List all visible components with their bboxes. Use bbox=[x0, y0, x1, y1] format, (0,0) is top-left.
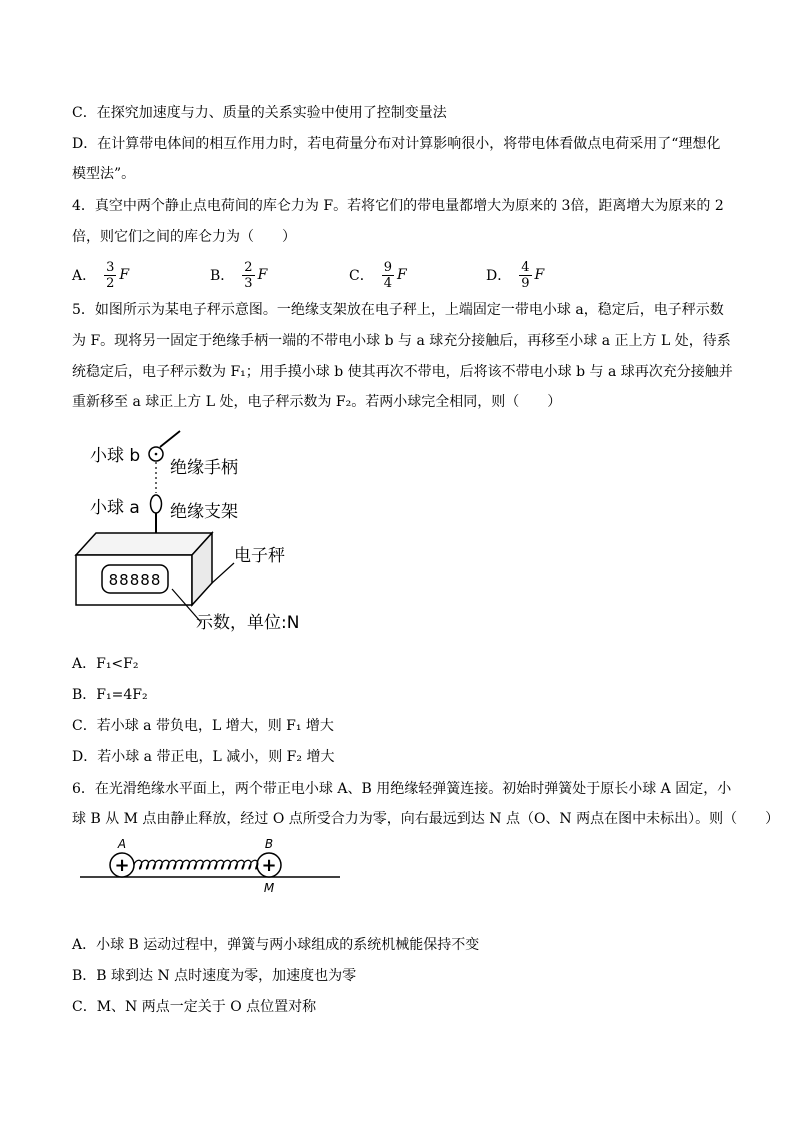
q4-option-b-label: B． bbox=[210, 268, 235, 284]
spring-balls-figure bbox=[72, 836, 352, 896]
ball-b-label: 小球 b bbox=[90, 446, 141, 466]
q4-option-c-numerator: 9 bbox=[383, 259, 392, 275]
scale-label: 电子秤 bbox=[234, 546, 285, 566]
scale-pointer-line bbox=[212, 563, 234, 583]
q3-option-c: C．在探究加速度与力、质量的关系实验中使用了控制变量法 bbox=[72, 105, 447, 121]
ball-a bbox=[151, 495, 162, 513]
q4-option-c-fraction bbox=[382, 260, 394, 291]
ball-b-sign: + bbox=[261, 855, 277, 876]
q5-stem-line3: 统稳定后，电子秤示数为 F₁；用手摸小球 b 使其再次不带电，后将该不带电小球 b 与 a 球再次充分接触并 bbox=[72, 364, 733, 380]
spring bbox=[134, 860, 258, 869]
q5-option-b[interactable]: B．F₁=4F₂ bbox=[72, 687, 148, 703]
insulating-handle bbox=[160, 431, 180, 447]
ball-a-label: 小球 a bbox=[90, 498, 140, 518]
ball-a-sign: + bbox=[114, 855, 130, 876]
q4-option-c-denominator: 4 bbox=[383, 275, 392, 291]
q4-option-d-fraction bbox=[519, 260, 531, 291]
q4-option-a-denominator: 2 bbox=[106, 275, 115, 291]
label-m: M bbox=[263, 881, 275, 895]
display-label: 示数，单位:N bbox=[196, 613, 300, 633]
q5-stem-line4: 重新移至 a 球正上方 L 处，电子秤示数为 F₂。若两小球完全相同，则（ ） bbox=[72, 394, 562, 410]
q6-stem-line1: 6．在光滑绝缘水平面上，两个带正电小球 A、B 用绝缘轻弹簧连接。初始时弹簧处于原长小球 A 固定，小 bbox=[72, 781, 732, 797]
handle-label: 绝缘手柄 bbox=[170, 458, 238, 478]
q4-option-b-numerator: 2 bbox=[244, 259, 253, 275]
q4-option-b[interactable] bbox=[210, 255, 267, 295]
q4-options bbox=[72, 255, 732, 295]
q4-stem-line2: 倍，则它们之间的库仑力为（ ） bbox=[72, 229, 296, 245]
q4-option-a-numerator: 3 bbox=[106, 259, 115, 275]
q4-option-d[interactable] bbox=[486, 255, 544, 295]
q5-option-a[interactable]: A．F₁<F₂ bbox=[72, 656, 139, 672]
q4-option-a-label: A． bbox=[72, 268, 97, 284]
q4-option-d-symbol: F bbox=[534, 267, 545, 283]
q4-option-d-denominator: 9 bbox=[521, 275, 530, 291]
q5-stem-line1: 5．如图所示为某电子秤示意图。一绝缘支架放在电子秤上，上端固定一带电小球 a，稳定后，电子秤示数 bbox=[72, 302, 724, 318]
label-a: A bbox=[117, 837, 127, 851]
q3-option-d-line1: D．在计算带电体间的相互作用力时，若电荷量分布对计算影响很小，将带电体看做点电荷采用了“理想化 bbox=[72, 136, 721, 152]
q6-option-b[interactable]: B．B 球到达 N 点时速度为零，加速度也为零 bbox=[72, 968, 357, 984]
q4-option-b-fraction bbox=[242, 260, 254, 291]
scale-top-face bbox=[76, 533, 212, 555]
q4-option-b-symbol: F bbox=[257, 267, 268, 283]
q4-option-b-denominator: 3 bbox=[244, 275, 253, 291]
q4-option-a[interactable] bbox=[72, 255, 129, 295]
q5-stem-line2: 为 F。现将另一固定于绝缘手柄一端的不带电小球 b 与 a 球充分接触后，再移至小球 a 正上方 L 处，待系 bbox=[72, 333, 731, 349]
label-b: B bbox=[264, 837, 274, 851]
q4-option-c-symbol: F bbox=[397, 267, 407, 283]
scale-display-digits: 88888 bbox=[108, 571, 162, 589]
q4-option-c[interactable] bbox=[349, 255, 407, 295]
q6-option-a[interactable]: A．小球 B 运动过程中，弹簧与两小球组成的系统机械能保持不变 bbox=[72, 937, 480, 953]
q4-option-c-label: C． bbox=[349, 268, 374, 284]
q5-option-d[interactable]: D．若小球 a 带正电，L 减小，则 F₂ 增大 bbox=[72, 749, 335, 765]
q5-option-c[interactable]: C．若小球 a 带负电，L 增大，则 F₁ 增大 bbox=[72, 718, 334, 734]
electronic-scale-figure bbox=[72, 425, 332, 645]
q4-stem-line1: 4．真空中两个静止点电荷间的库仑力为 F。若将它们的带电量都增大为原来的 3倍，距离增大为原来的 2 bbox=[72, 198, 724, 214]
q4-option-d-label: D． bbox=[486, 268, 512, 284]
q3-option-d-line2: 模型法”。 bbox=[72, 166, 136, 182]
q4-option-d-numerator: 4 bbox=[521, 259, 530, 275]
q6-stem-line2: 球 B 从 M 点由静止释放，经过 O 点所受合力为零，向右最远到达 N 点（O、N 两点在图中未标出）。则（ ） bbox=[72, 811, 780, 827]
q6-option-c[interactable]: C．M、N 两点一定关于 O 点位置对称 bbox=[72, 999, 317, 1015]
stand-label: 绝缘支架 bbox=[170, 502, 238, 522]
q4-option-a-fraction bbox=[104, 260, 116, 291]
q4-option-a-symbol: F bbox=[119, 267, 130, 283]
ball-b-center bbox=[155, 453, 158, 456]
